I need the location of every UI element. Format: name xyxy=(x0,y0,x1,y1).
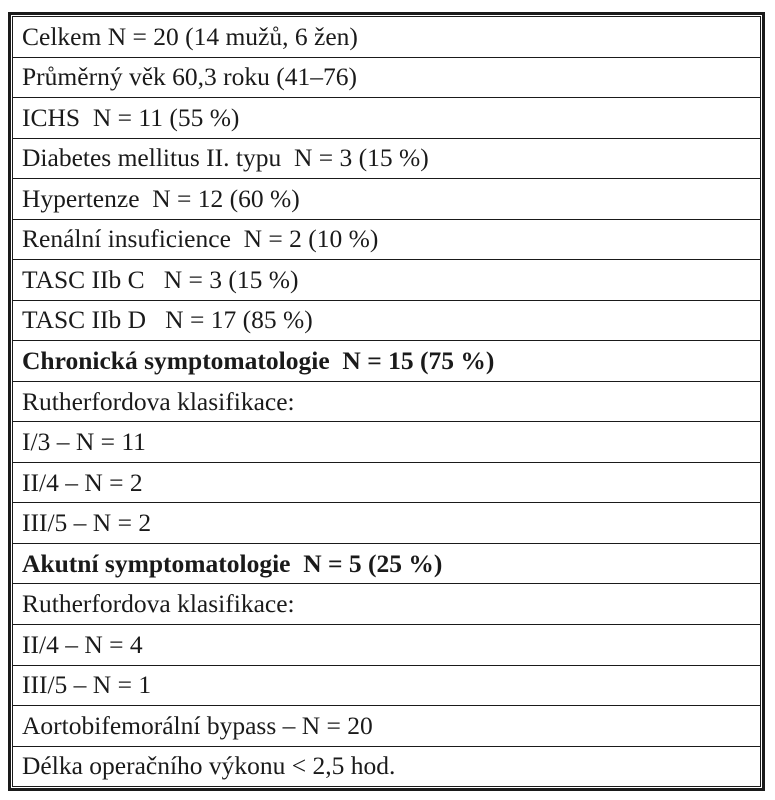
table-row: Délka operačního výkonu < 2,5 hod. xyxy=(13,746,760,787)
table-row: III/5 – N = 2 xyxy=(13,502,760,543)
table-row: Aortobifemorální bypass – N = 20 xyxy=(13,705,760,746)
table-row: ICHS N = 11 (55 %) xyxy=(13,97,760,138)
table-row: Průměrný věk 60,3 roku (41–76) xyxy=(13,57,760,98)
table-row: III/5 – N = 1 xyxy=(13,665,760,706)
table-row: II/4 – N = 4 xyxy=(13,624,760,665)
table-row: TASC IIb D N = 17 (85 %) xyxy=(13,300,760,341)
table-row: Chronická symptomatologie N = 15 (75 %) xyxy=(13,340,760,381)
patient-characteristics-table xyxy=(12,16,761,787)
table-row: Celkem N = 20 (14 mužů, 6 žen) xyxy=(22,21,358,51)
table-row: Renální insuficience N = 2 (10 %) xyxy=(13,219,760,260)
table-row: Diabetes mellitus II. typu N = 3 (15 %) xyxy=(13,138,760,179)
table-row: I/3 – N = 11 xyxy=(13,421,760,462)
table-row: TASC IIb C N = 3 (15 %) xyxy=(13,259,760,300)
table-row: II/4 – N = 2 xyxy=(13,462,760,503)
table-row: Rutherfordova klasifikace: xyxy=(13,583,760,624)
table-frame xyxy=(8,12,765,791)
table-row: Hypertenze N = 12 (60 %) xyxy=(13,178,760,219)
table-row: Akutní symptomatologie N = 5 (25 %) xyxy=(13,543,760,584)
table-row: Rutherfordova klasifikace: xyxy=(13,381,760,422)
